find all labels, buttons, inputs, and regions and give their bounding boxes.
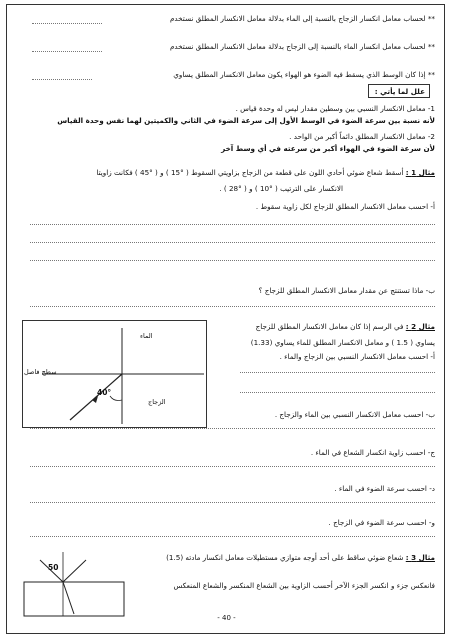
answer-line [240, 392, 435, 393]
surface-label: سطح فاصل [24, 368, 57, 376]
example-1-line-1: مثال 1 : أسقط شعاع ضوئي أحادي اللون على قطعة من الزجاج بزاويتي السقوط ( °15 ) و ( °45 ) فكانت زاويتا [96, 168, 435, 177]
answer-line [30, 428, 435, 429]
example-1-part-a: أ- احسب معامل الانكسار المطلق للزجاج لكل زاوية سقوط . [255, 202, 435, 211]
example-2-part-a: أ- احسب معامل الانكسار النسبي بين الزجاج والماء . [279, 352, 435, 361]
example-2-part-b: ب- احسب معامل الانكسار النسبي بين الماء والزجاج . [274, 410, 435, 419]
example-2-part-e: و- احسب سرعة الضوء في الزجاج . [328, 518, 435, 527]
example-2-part-c: ج- احسب زاوية انكسار الشعاع في الماء . [310, 448, 435, 457]
answer-line [30, 260, 435, 261]
reason-2: 2- معامل الانكسار المطلق دائماً أكبر من الواحد . [289, 132, 435, 141]
prism-diagram [18, 548, 128, 618]
question-1: ** لحساب معامل انكسار الزجاج بالنسبة إلى الماء بدلالة معامل الانكسار المطلق نستخدم [169, 14, 435, 23]
example-1-line-2: الانكسار على الترتيب ( °10 ) و ( °28 ) . [219, 184, 343, 193]
glass-label: الزجاج [148, 398, 166, 406]
reason-1: 1- معامل الانكسار النسبي بين وسطين مقدار ليس له وحدة قياس . [235, 104, 435, 113]
example-1-part-b: ب- ماذا تستنتج عن مقدار معامل الانكسار المطلق للزجاج ؟ [258, 286, 435, 295]
angle-arc [110, 396, 122, 401]
water-label: الماء [140, 332, 153, 340]
reason-1-answer: لأنه نسبة بين سرعة الضوء في الوسط الأول إلى سرعة الضوء في الثاني والكميتين لهما نفس وحدة القياس [57, 116, 435, 125]
answer-line [30, 536, 435, 537]
reflected-ray [63, 560, 86, 582]
example-3-line-1: مثال 3 : شعاع ضوئي ساقط على أحد أوجه متوازي مستطيلات معامل انكسار مادته (1.5) [166, 553, 435, 562]
answer-line [32, 51, 102, 52]
answer-line [30, 242, 435, 243]
answer-line [240, 372, 435, 373]
answer-line [32, 79, 92, 80]
example-2-line-1: مثال 2 : في الرسم إذا كان معامل الانكسار المطلق للزجاج [255, 322, 435, 331]
reasons-title: علل لما يأتي : [374, 87, 425, 96]
angle-label: 50 [48, 563, 59, 572]
reason-2-answer: لأن سرعة الضوء في الهواء أكبر من سرعته في أي وسط آخر [221, 144, 435, 153]
answer-line [30, 502, 435, 503]
answer-line [30, 306, 435, 307]
example-3-line-2: فانعكس جزء و انكسر الجزء الآخر أحسب الزاوية بين الشعاع المنكسر والشعاع المنعكس [173, 581, 435, 590]
example-2-line-2: يساوي ( 1.5 ) و معامل الانكسار المطلق للماء يساوي (1.33) [250, 338, 435, 347]
question-3: ** إذا كان الوسط الذي يسقط فيه الضوء هو الهواء يكون معامل الانكسار المطلق يساوي [173, 70, 435, 79]
ray-arrowhead [92, 396, 98, 403]
answer-line [32, 23, 102, 24]
answer-line [30, 466, 435, 467]
angle-label: 40° [97, 388, 112, 397]
page-border [6, 4, 445, 634]
answer-line [30, 224, 435, 225]
example-2-label: مثال 2 : [405, 322, 435, 331]
page-number: - 40 - [217, 614, 236, 622]
example-2-part-d: د- احسب سرعة الضوء في الماء . [334, 484, 435, 493]
refracted-ray [63, 582, 74, 614]
question-2: ** لحساب معامل انكسار الماء بالنسبة إلى الزجاج بدلالة معامل الانكسار المطلق نستخدم [169, 42, 435, 51]
example-1-label: مثال 1 : [405, 168, 435, 177]
incident-ray [70, 374, 122, 420]
prism-block [24, 582, 124, 616]
example-3-label: مثال 3 : [405, 553, 435, 562]
